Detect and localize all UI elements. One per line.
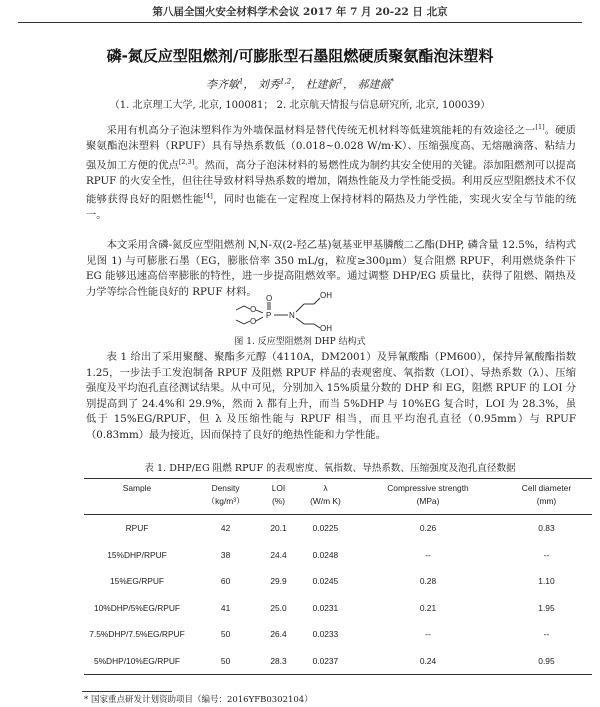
table-row [84, 648, 592, 675]
cell: 29.9 [270, 576, 287, 587]
atom-label: O [266, 294, 273, 303]
cell: 20.1 [270, 523, 287, 534]
column-header: Sample [122, 483, 152, 493]
text-run: ，同时也能在一定程度上保持材料的隔热及力学性能，实现火安全与节能的统一。 [86, 193, 577, 222]
method-paragraph: 本文采用含磷-氮反应型阻燃剂 N,N-双(2-羟乙基)氨基亚甲基膦酸二乙酯(DHP, 磷含量 12.5%，结构式见图 1) 与可膨胀石墨（EG，膨胀倍率 350 mL/g，粒度≥300μm）复合阻燃 RPUF，利用燃烧条件下 EG 能够迅速高倍率膨胀的特性，进一步提高阻燃效率。通过调整 DHP/EG 质量比，获得了阻燃、隔热及力学等综合性能良好的 RPUF 材料。 [86, 239, 576, 298]
atom-label: P [266, 311, 272, 320]
cell: 25.0 [270, 602, 287, 613]
cell: 5%DHP/10%EG/RPUF [93, 655, 181, 666]
author-name: 杜建新 [305, 78, 339, 91]
table-row [84, 595, 592, 622]
citation: [4] [203, 192, 213, 201]
cell: 0.0225 [312, 523, 339, 534]
cell: 50 [220, 655, 231, 666]
cell: RPUF [125, 523, 149, 534]
running-header: 第八届全国火安全材料学术会议 2017 年 7 月 20-22 日 北京 [18, 4, 582, 23]
bond [256, 317, 263, 321]
bond [296, 318, 304, 324]
author-sup: 1,2 [279, 77, 292, 86]
results-paragraph: 表 1 给出了采用聚醚、聚酯多元醇（4110A，DM2001）及异氰酸酯（PM600），保持异氰酸酯指数 1.25，一步法手工发泡制备 RPUF 及阻燃 RPUF 样品的表观密度、氧指数（LOI）、导热系数（λ）、压缩强度及平均泡孔直径测试结果。从中可见，分别加入 15%质量分数的 DHP 和 EG，阻燃 RPUF 的 LOI 分别提高到了 24.4%和 29.9%，然而 λ 都有上升，而当 5%DHP 与 10%EG 复合时，LOI 为 28.3%，虽低于 15%EG/RPUF，但 λ 及压缩性能与 RPUF 相当，而且平均泡孔直径（0.95mm）与 RPUF（0.83mm）最为接近，因而保持了良好的绝热性能和力学性能。 [86, 351, 576, 441]
column-header: λ (W/m K) [310, 483, 341, 506]
cell: 60 [220, 576, 231, 587]
column-header: Cell diameter (mm) [521, 483, 572, 506]
atom-label: O [250, 305, 257, 314]
atom-label: OH [320, 324, 332, 332]
column-header: Density （kg/m³） [206, 483, 245, 506]
cell: 0.21 [419, 602, 437, 613]
cell: 42 [220, 523, 231, 534]
text-run: 。然而，高分子泡沫材料的易燃性成为制约其安全使用的关键。添加阻燃剂可以提高 RPUF 的火安全性，但往往导致材料导热系数的增加，隔热性能及力学性能受损。利用反应型阻燃技术不仅能够获得良好的阻燃性能 [86, 159, 577, 206]
intro-paragraph [86, 120, 576, 224]
table-row [84, 515, 592, 542]
column-header: LOI (%) [271, 483, 286, 506]
atom-label: O [250, 317, 257, 326]
paper-title: 磷-氮反应型阻燃剂/可膨胀型石墨阻燃硬质聚氨酯泡沫塑料 [106, 47, 494, 65]
cell: 0.26 [419, 523, 437, 534]
text-run: 采用有机高分子泡沫塑料作为外墙保温材料是替代传统无机材料等低建筑能耗的有效途径之一 [106, 124, 536, 137]
author-sup: 1 [338, 77, 344, 86]
cell: 26.4 [270, 629, 287, 640]
affiliation: （1. 北京理工大学, 北京, 100081； 2. 北京航天情报与信息研究所, 北京, 100039） [109, 100, 491, 111]
footnote: * 国家重点研发计划资助项目（编号：2016YFB0302104） [84, 695, 313, 705]
cell: 50 [220, 629, 231, 640]
author-sup: * [390, 77, 395, 86]
cell: 0.83 [538, 523, 555, 534]
author-name: 郝建薇 [357, 78, 391, 91]
cell: -- [425, 549, 431, 560]
cell: 0.0248 [312, 549, 339, 560]
atom-label: OH [320, 291, 332, 300]
atom-label: N [289, 311, 295, 320]
bond [256, 310, 263, 313]
cell: 7.5%DHP/7.5%EG/RPUF [89, 629, 185, 640]
cell: 28.3 [270, 655, 287, 666]
cell: 38 [220, 549, 231, 560]
ethyl-bond [236, 320, 250, 324]
cell: 0.0233 [312, 629, 339, 640]
bond [296, 304, 304, 312]
table-row [84, 568, 592, 595]
cell: 10%DHP/5%EG/RPUF [93, 602, 181, 613]
author-name: 刘秀 [257, 78, 280, 91]
author-sup: 1 [238, 77, 244, 86]
footnote-divider [82, 691, 172, 692]
table-row [84, 542, 592, 569]
citation: [1] [535, 123, 545, 131]
cell: 15%DHP/RPUF [107, 549, 167, 560]
dhp-structure-figure [230, 288, 380, 332]
cell: 0.28 [419, 576, 437, 587]
figure-caption: 图 1. 反应型阻燃剂 DHP 结构式 [234, 337, 366, 347]
citation: [2,3] [178, 157, 195, 166]
cell: -- [425, 629, 431, 640]
cell: 0.95 [538, 655, 555, 666]
text-run: 。硬质聚氨酯泡沫塑料（RPUF）具有导热系数低（0.018~0.028 W/m·K）、压缩强度高、无熔融滴落、粘结力强及加工方便的优点 [86, 124, 577, 172]
cell: -- [543, 629, 550, 640]
cell: 1.10 [538, 576, 555, 587]
cell: 0.0231 [312, 602, 339, 613]
table-caption: 表 1. DHP/EG 阻燃 RPUF 的表观密度、氧指数、导热系数、压缩强度及泡孔直径数据 [144, 463, 516, 474]
table-header-row [84, 479, 592, 515]
cell: 41 [220, 602, 231, 613]
data-table [84, 478, 592, 675]
author-name: 李齐敏 [205, 78, 239, 91]
cell: 1.95 [538, 602, 555, 613]
table-row [84, 621, 592, 648]
column-header: Compressive strength (MPa) [387, 483, 469, 506]
author-list: 李齐敏$^1$， 刘秀$^{1,2}$， 杜建新$^1$， 郝建薇* [205, 77, 395, 91]
cell: 15%EG/RPUF [110, 576, 164, 587]
cell: 0.0237 [312, 655, 339, 666]
ethyl-bond [236, 306, 250, 310]
cell: -- [543, 549, 550, 560]
cell: 0.0245 [312, 576, 339, 587]
cell: 24.4 [270, 549, 287, 560]
cell: 0.24 [419, 655, 437, 666]
